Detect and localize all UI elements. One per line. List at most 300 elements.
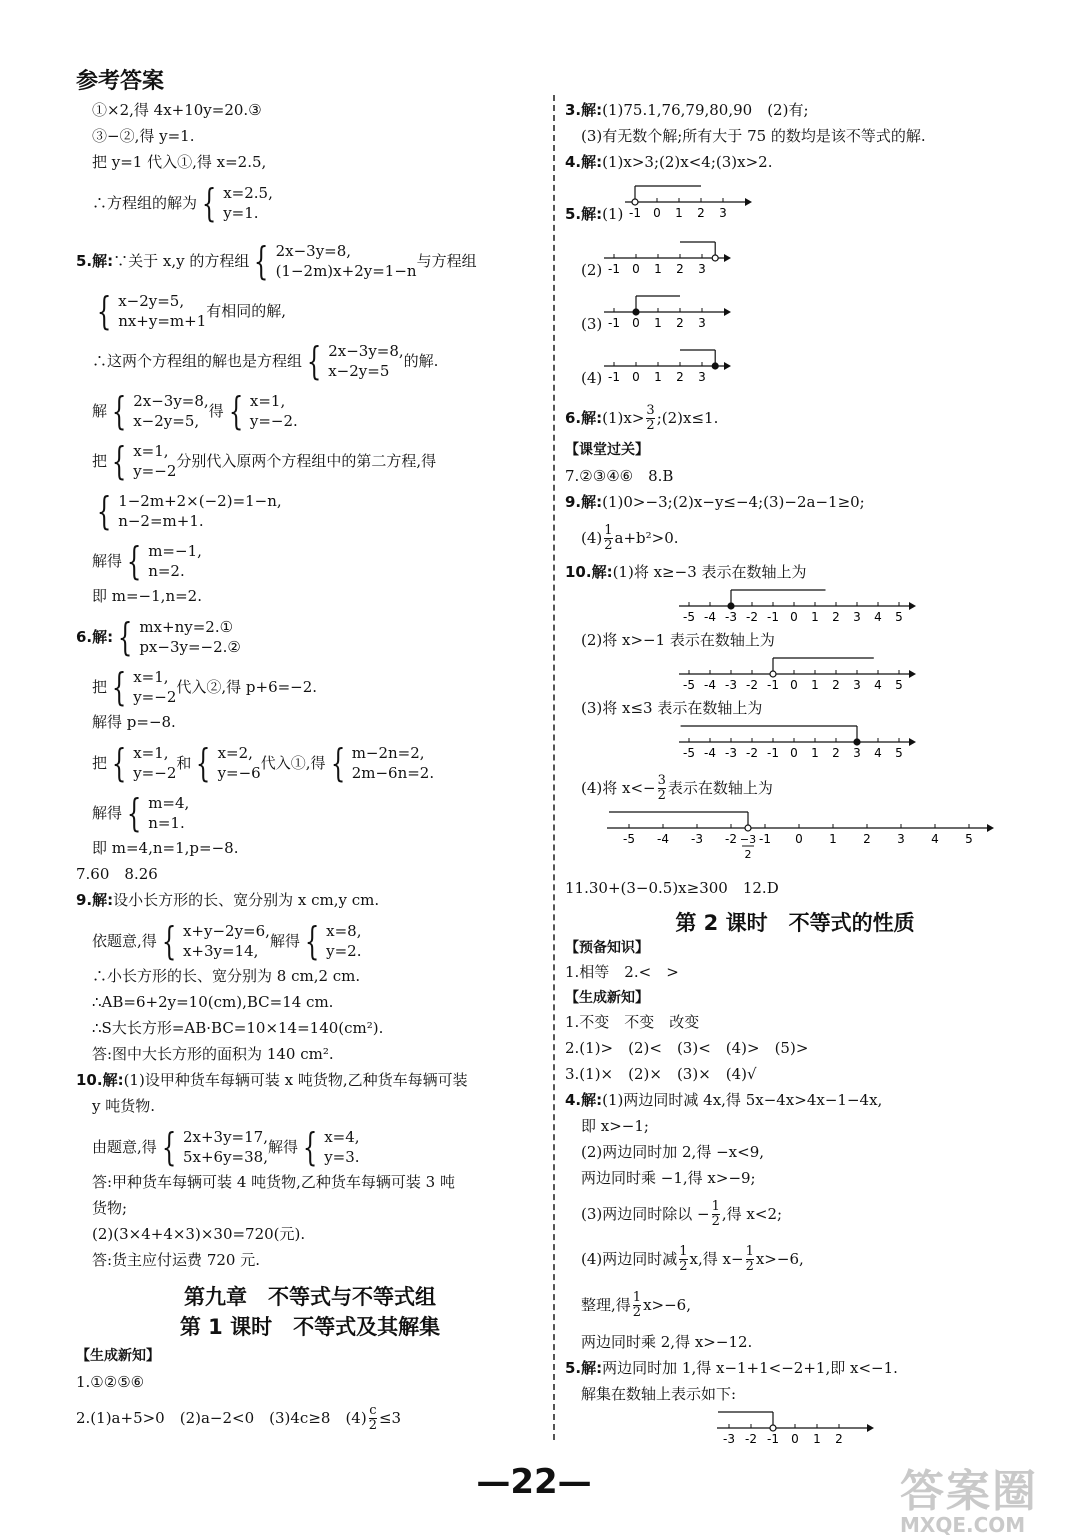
text-line [76,1122,544,1172]
equation-system: { 2x−3y=8, x−2y=5, [111,389,209,433]
denominator: 2 [745,1258,754,1274]
text: 解得 [267,1138,298,1156]
numerator: 1 [711,1198,720,1214]
tick-label: 0 [632,262,641,276]
watermark-site: MXQE.COM [900,1513,1026,1537]
axis-arrow [745,198,752,206]
text-line [76,178,544,228]
number-line-3 [602,294,732,334]
fraction [746,1245,754,1274]
problem-number: 5.解: [565,1359,603,1377]
text: 把 [92,452,108,470]
tick-label: -1 [767,610,779,624]
text-line [565,492,1025,518]
text: (1)设甲种货车每辆可装 x 吨货物,乙种货车每辆可装 [123,1071,468,1089]
text-line: 两边同时乘 2,得 x>−12. [581,1333,753,1351]
eq: x−2y=5, [118,292,185,310]
denominator: 2 [679,1258,688,1274]
text-line: 7.60 8.26 [76,865,158,883]
text-line: 1.不变 不变 改变 [565,1013,700,1031]
problem-number: 10.解: [76,1071,124,1089]
equation-system: { 2x+3y=17, 5x+6y=38, [161,1125,268,1169]
text: 解得 [92,804,123,822]
equation-system: { x=2, y=−6 [196,741,261,785]
text-line: 答:货主应付运费 720 元. [92,1251,260,1269]
text: 代入②,得 p+6=−2. [176,678,318,696]
axis-arrow [909,670,916,678]
eq: n−2=m+1. [118,512,204,530]
text: 设小长方形的长、宽分别为 x cm,y cm. [113,891,380,909]
text: (1) [602,205,624,223]
eq: x=4, [324,1128,360,1146]
text-line [76,336,544,386]
closed-dot [854,739,860,745]
equation-system: { 2x−3y=8, (1−2m)x+2y=1−n [254,239,417,283]
closed-dot [728,603,734,609]
eq: n=1. [148,814,185,832]
tick-label: -1 [629,206,642,220]
numerator: 1 [604,522,613,538]
tick-label: -4 [704,678,716,692]
problem-number: 10.解: [565,563,613,581]
text: ;(2)x≤1. [656,409,719,427]
page-number: —22— [476,1462,592,1502]
lesson-title: 第 2 课时 不等式的性质 [675,911,915,935]
closed-dot [633,309,639,315]
right-column [565,100,1025,1454]
tick-label: 4 [874,746,882,760]
text-line [565,288,1025,334]
tick-label: 3 [853,678,861,692]
number-line-big-1 [677,588,917,628]
tick-label: 5 [895,610,903,624]
text: 把 [92,754,108,772]
equation-system: { m−2n=2, 2m−6n=2. [330,741,435,785]
tick-label: 0 [653,206,662,220]
text: ∴这两个方程组的解也是方程组 [92,352,303,370]
tick-label: 3 [698,370,707,384]
text: 有相同的解, [206,302,287,320]
problem-number: 9.解: [76,891,114,909]
problem-number: 6.解: [76,628,114,646]
open-circle [745,825,751,831]
numerator: 1 [679,1243,688,1259]
equation-system: { m=4, n=1. [126,791,190,835]
text: (4)将 x<− [581,779,656,797]
text: (2) [581,261,603,279]
tick-label: 2 [676,316,685,330]
numerator: 3 [657,772,666,788]
tick-label: -1 [608,316,621,330]
text-line: 答:图中大长方形的面积为 140 cm². [92,1045,334,1063]
tick-label: 1 [654,316,663,330]
text-line [76,738,544,788]
text-line [76,436,544,486]
problem-number: 4.解: [565,153,603,171]
text-line [565,234,1025,280]
eq: px−3y=−2.② [139,638,241,656]
equation-system: { 1−2m+2×(−2)=1−n, n−2=m+1. [96,489,282,533]
tick-label: 2 [676,262,685,276]
number-line-4 [602,348,732,388]
tick-label: 4 [931,832,939,846]
numerator: 1 [745,1243,754,1259]
lesson-title: 第 1 课时 不等式及其解集 [179,1315,441,1339]
denominator: 2 [368,1417,377,1433]
tick-label: 3 [698,262,707,276]
section-label: 【预备知识】 [565,940,649,956]
tick-label: 1 [829,832,837,846]
tick-label: -1 [608,262,621,276]
axis-arrow [724,254,731,262]
equation-system: { x=2.5, y=1. [201,181,273,225]
text: x,得 x− [689,1250,744,1268]
text: ,得 x<2; [721,1205,783,1223]
denominator: 2 [657,787,666,803]
text-line: 答:甲种货车每辆可装 4 吨货物,乙种货车每辆可装 3 吨 [92,1173,455,1191]
section-label: 【课堂过关】 [565,442,649,458]
eq: n=2. [148,562,185,580]
text: (1)x>3;(2)x<4;(3)x>2. [602,153,773,171]
section-label: 【生成新知】 [565,990,649,1006]
text-line [76,1398,544,1438]
text-line [565,100,1025,126]
eq: y=2. [326,942,362,960]
tick-label: 0 [790,610,798,624]
tick-label: -3 [691,832,703,846]
tick-label: 5 [895,678,903,692]
text-line [76,386,544,436]
numerator: 1 [632,1289,642,1305]
tick-label: -2 [725,832,737,846]
text: 分别代入原两个方程组中的第二方程,得 [176,452,437,470]
axis-arrow [867,1424,874,1432]
equation-system: { 2x−3y=8, x−2y=5 [306,339,404,383]
text-line: 7.②③④⑥ 8.B [565,467,674,485]
tick-label: -2 [746,610,758,624]
fraction [679,1245,687,1274]
text-line: 即 m=4,n=1,p=−8. [92,839,239,857]
tick-label: 1 [813,1432,821,1446]
tick-label: -5 [623,832,635,846]
tick-label: -1 [608,370,621,384]
text-line [565,656,1025,698]
eq: x=8, [326,922,362,940]
text-line [76,890,544,916]
tick-label: -1 [767,1432,779,1446]
text-line: 货物; [92,1199,128,1217]
open-circle [632,199,638,205]
tick-label: 1 [811,610,819,624]
tick-label: -4 [704,746,716,760]
eq: nx+y=m+1 [118,312,207,330]
tick-label: 1 [654,262,663,276]
watermark-brand: 答案圈 [900,1466,1038,1517]
eq: 2x−3y=8, [133,392,209,410]
tick-label: 2 [697,206,706,220]
text-line: ∴小长方形的长、宽分别为 8 cm,2 cm. [92,967,361,985]
tick-label: 3 [897,832,905,846]
problem-number: 5.解: [76,252,114,270]
tick-label: -3 [725,610,737,624]
problem-number: 5.解: [565,205,603,223]
text: 和 [176,754,192,772]
text: 2.(1)a+5>0 (2)a−2<0 (3)4c≥8 (4) [76,1409,367,1427]
closed-dot [712,363,718,369]
eq: 5x+6y=38, [182,1148,268,1166]
eq: 1−2m+2×(−2)=1−n, [118,492,282,510]
eq: m=−1, [148,542,202,560]
text: 代入①,得 [260,754,326,772]
numerator: 3 [646,402,655,418]
text-line [76,286,544,336]
text-line: 2.(1)> (2)< (3)< (4)> (5)> [565,1039,809,1057]
watermark [900,1455,1038,1537]
tick-label: -3 [725,746,737,760]
equation-system: { m=−1, n=2. [126,539,202,583]
eq: m=4, [148,794,190,812]
denominator: 2 [711,1213,720,1229]
eq: x=1, [133,744,169,762]
fraction [712,1200,720,1229]
tick-label: 3 [698,316,707,330]
tick-label: 4 [874,678,882,692]
section-label: 【生成新知】 [76,1348,160,1364]
tick-label: 2 [832,678,840,692]
problem-number: 9.解: [565,493,603,511]
axis-arrow [987,824,994,832]
text-line [565,562,1025,588]
text: ≤3 [378,1409,402,1427]
tick-label: 5 [895,746,903,760]
axis-arrow [909,602,916,610]
tick-label: 3 [719,206,728,220]
eq: y=3. [324,1148,360,1166]
fraction [633,1291,641,1320]
eq: x=1, [133,668,169,686]
eq: x=2.5, [223,184,273,202]
tick-label: 1 [654,370,663,384]
text: (4) [581,529,603,547]
text: 表示在数轴上为 [667,779,773,797]
text: ∵关于 x,y 的方程组 [113,252,250,270]
text-line: 即 m=−1,n=2. [92,587,202,605]
tick-label: -5 [683,746,695,760]
eq: y=1. [223,204,259,222]
text-line: 3.(1)× (2)× (3)× (4)√ [565,1065,757,1083]
text-line [565,588,1025,630]
eq: y=−2 [133,462,177,480]
text-line: (2)(3×4+4×3)×30=720(元). [92,1225,306,1243]
denominator: 2 [646,417,655,433]
eq: 2x+3y=17, [182,1128,268,1146]
text: 与方程组 [416,252,477,270]
eq: 2m−6n=2. [351,764,435,782]
number-line-big-4 [605,810,995,870]
text: x>−6, [643,1296,691,1314]
fraction [369,1404,377,1433]
number-line-2 [602,240,732,280]
equation-system: { x=4, y=3. [302,1125,360,1169]
eq: 2x−3y=8, [328,342,404,360]
open-circle [712,255,718,261]
text-line: 11.30+(3−0.5)x≥300 12.D [565,879,779,897]
text-line: ∴AB=6+2y=10(cm),BC=14 cm. [92,993,334,1011]
open-circle [770,1425,776,1431]
text-line: 解得 p=−8. [92,713,176,731]
text: (1)两边同时减 4x,得 5x−4x>4x−1−4x, [602,1091,883,1109]
eq: 2x−3y=8, [275,242,352,260]
eq: mx+ny=2.① [139,618,234,636]
text-line: (3)将 x≤3 表示在数轴上为 [581,699,763,717]
equation-system: { mx+ny=2.① px−3y=−2.② [117,615,241,659]
text-line [565,152,1025,178]
tick-label: -3 [725,678,737,692]
chapter-title: 第九章 不等式与不等式组 [184,1285,436,1309]
text-line: (2)将 x>−1 表示在数轴上为 [581,631,775,649]
denominator: 2 [604,537,613,553]
text-line [565,1410,1025,1454]
text: 的解. [403,352,439,370]
equation-system: { x=1, y=−2 [111,665,177,709]
text-line [76,916,544,966]
fraction [658,774,666,803]
tick-label: 2 [863,832,871,846]
text-line [565,342,1025,388]
tick-label: 0 [632,316,641,330]
fraction [604,524,612,553]
tick-label: 4 [874,610,882,624]
text: (3) [581,315,603,333]
text-line [565,766,1025,810]
equation-system: { x=1, y=−2. [228,389,298,433]
text: 得 [208,402,224,420]
text: 解得 [269,932,300,950]
axis-arrow [909,738,916,746]
eq: x=2, [217,744,253,762]
number-line-big-2 [677,656,917,696]
text-line: y 吨货物. [92,1097,156,1115]
eq: x+3y=14, [182,942,259,960]
text-line [565,396,1025,440]
text-line: 1.①②⑤⑥ [76,1373,145,1391]
problem-number: 4.解: [565,1091,603,1109]
eq: y=−2. [249,412,298,430]
text: 把 [92,678,108,696]
tick-label: 2 [832,610,840,624]
number-line-5 [715,1410,875,1452]
tick-label: 3 [853,746,861,760]
text: 解 [92,402,108,420]
number-line-1 [623,184,753,224]
tick-label: 0 [791,1432,799,1446]
eq: y=−2 [133,764,177,782]
text: x>−6, [755,1250,804,1268]
text-line [565,1090,1025,1116]
text-line [76,1070,544,1096]
equation-system: { x=8, y=2. [304,919,362,963]
eq: x−2y=5, [133,412,200,430]
text: 由题意,得 [92,1138,157,1156]
text: 解得 [92,552,123,570]
equation-system: { x−2y=5, nx+y=m+1 [96,289,207,333]
text: (4) [581,369,603,387]
text-line: 把 y=1 代入①,得 x=2.5, [92,153,267,171]
text: (1)x> [602,409,645,427]
text-line [565,1238,1025,1280]
page-header: 参考答案 [76,69,165,94]
text: 整理,得 [581,1296,631,1314]
problem-number: 3.解: [565,101,603,119]
tick-label: -4 [704,610,716,624]
text-line: ①×2,得 4x+10y=20.③ [92,101,262,119]
open-circle [770,671,776,677]
tick-label: 1 [675,206,684,220]
problem-number: 6.解: [565,409,603,427]
text-line: (3)有无数个解;所有大于 75 的数均是该不等式的解. [581,127,926,145]
tick-label: -4 [657,832,669,846]
equation-system: { x+y−2y=6, x+3y=14, [161,919,270,963]
eq: x+y−2y=6, [182,922,270,940]
tick-label: 1 [811,746,819,760]
mark-denominator: 2 [744,848,752,861]
denominator: 2 [632,1304,642,1320]
tick-label: 3 [853,610,861,624]
number-line-big-3 [677,724,917,764]
tick-label: 0 [632,370,641,384]
tick-label: 2 [832,746,840,760]
eq: y=−6 [217,764,261,782]
left-column [76,100,544,1438]
text: (3)两边同时除以 − [581,1205,710,1223]
tick-label: -2 [746,678,758,692]
text-line [565,810,1025,872]
mark-numerator: −3 [739,833,757,846]
text-line [565,724,1025,766]
text-line [565,1358,1025,1384]
text-line [76,612,544,662]
text-line [565,518,1025,558]
eq: x−2y=5 [328,362,390,380]
tick-label: -5 [683,610,695,624]
text: 两边同时加 1,得 x−1+1<−2+1,即 x<−1. [602,1359,898,1377]
equation-system: { x=1, y=−2 [111,439,177,483]
eq: (1−2m)x+2y=1−n [275,262,417,280]
text-line [76,662,544,712]
tick-label: 1 [811,678,819,692]
tick-label: 5 [965,832,973,846]
text-line: ③−②,得 y=1. [92,127,195,145]
tick-label: -2 [746,746,758,760]
text: 依题意,得 [92,932,157,950]
text: (1)75.1,76,79,80,90 (2)有; [602,101,809,119]
tick-label: -5 [683,678,695,692]
eq: y=−2 [133,688,177,706]
tick-label: 0 [790,678,798,692]
numerator: c [369,1402,377,1418]
equation-system: { x=1, y=−2 [111,741,177,785]
eq: x=1, [133,442,169,460]
tick-label: -3 [723,1432,735,1446]
text-line: (2)两边同时加 2,得 −x<9, [581,1143,765,1161]
text-line [565,178,1025,224]
column-divider [553,95,555,1440]
text-line [76,788,544,838]
tick-label: 2 [835,1432,843,1446]
tick-label: 2 [676,370,685,384]
text-line [76,536,544,586]
text-line [76,486,544,536]
